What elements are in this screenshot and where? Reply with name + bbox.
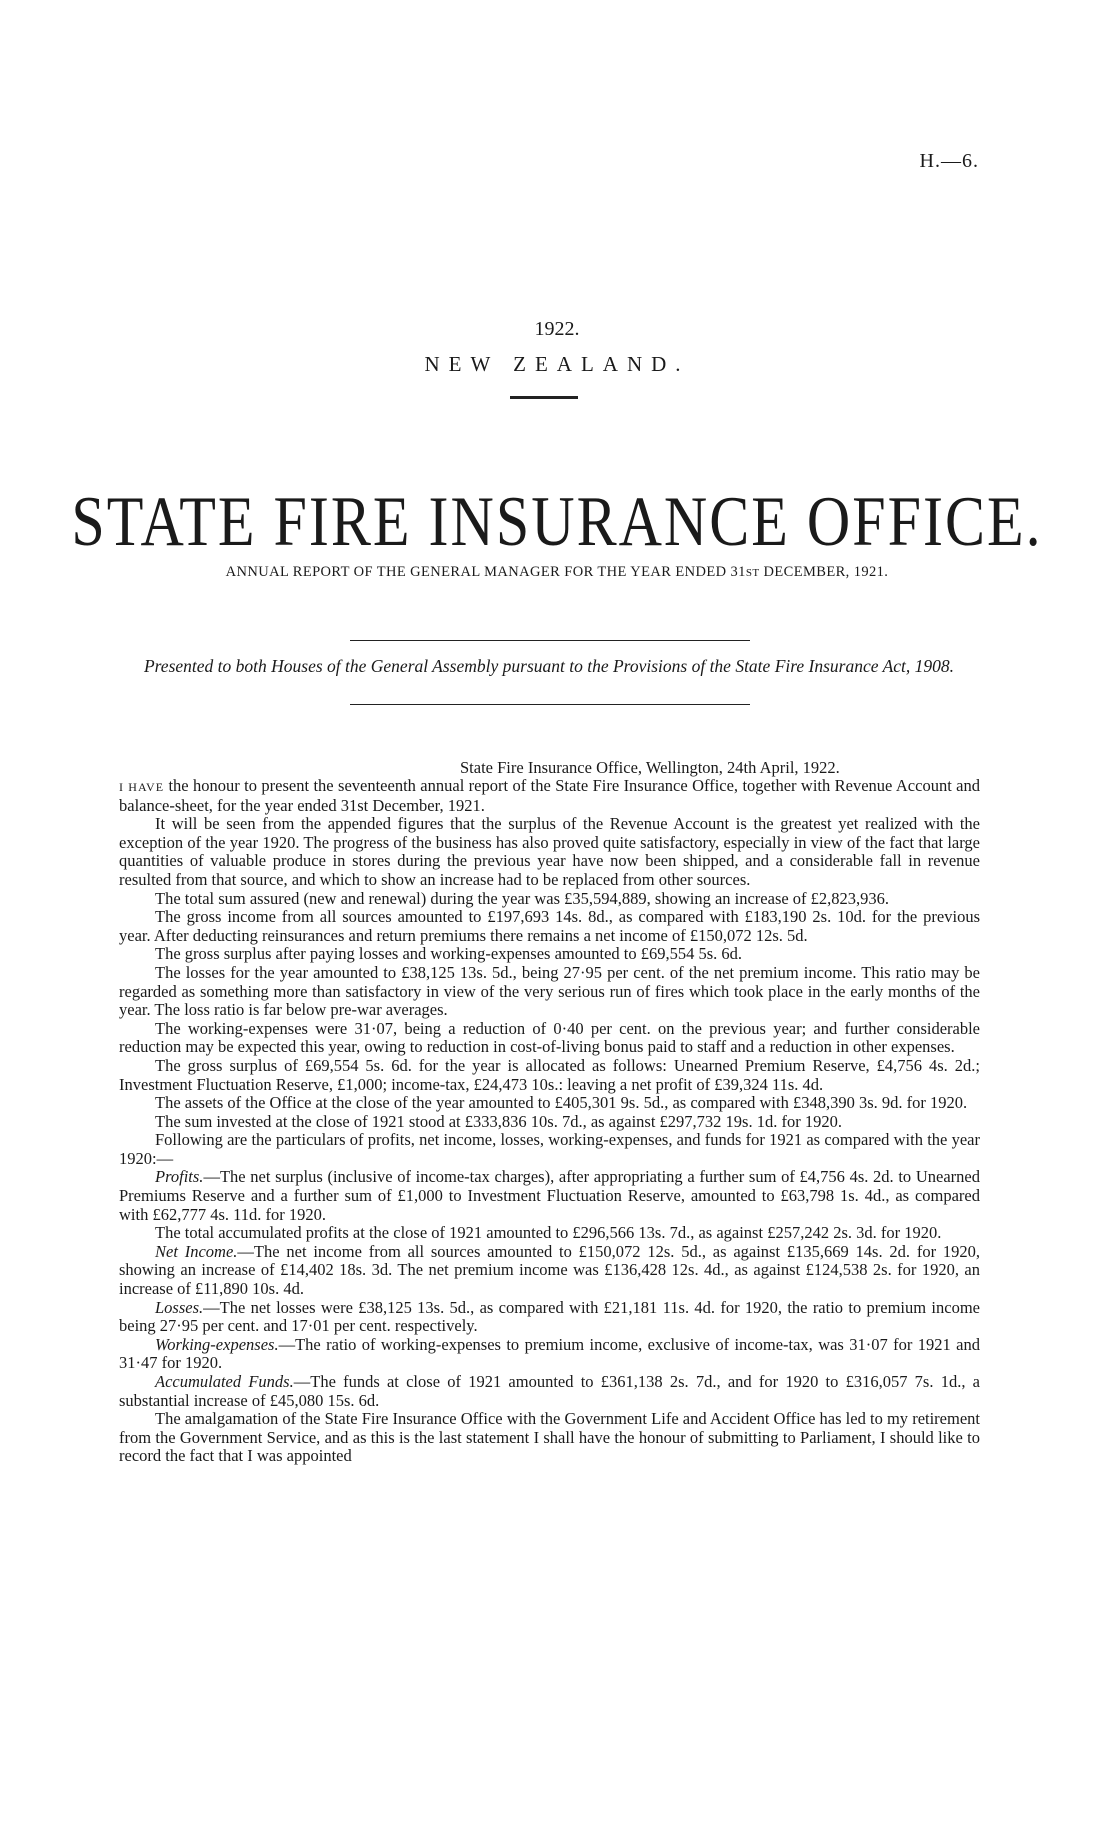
section-heading: Losses. [155,1297,204,1317]
section-heading: Net Income. [155,1241,238,1261]
section-paragraph [119,1243,980,1299]
paragraph: The gross surplus after paying losses and working-expenses amounted to £69,554 5s. 6d. [155,944,743,964]
paragraph: The working-expenses were 31·07, being a reduction of 0·40 per cent. on the previous year; and further considerable reduction may be expected this year, owing to reduction in cost-of-living bonus paid to staff and a reduction in other expenses. [119,1018,980,1057]
letter-dateline: State Fire Insurance Office, Wellington, 24th April, 1922. [460,758,840,777]
country-heading: NEW ZEALAND. [424,352,690,376]
section-text: The total accumulated profits at the close of 1921 amounted to £296,566 13s. 7d., as against £257,242 2s. 3d. for 1920. [155,1223,942,1243]
paragraph: Following are the particulars of profits, net income, losses, working-expenses, and funds for 1921 as compared with the year 1920:— [119,1130,980,1168]
document-subtitle [0,564,1114,581]
section-text: —The net income from all sources amounted to £150,072 12s. 5d., as against £135,669 14s. 2d. for 1920, showing an increase of £14,402 18s. 3d. The net premium income was £136,428 12s. 4d., as against £124,538 2s. for 1920, an increase of £11,890 10s. 4d. [119,1241,980,1299]
section-text: —The funds at close of 1921 amounted to £361,138 2s. 7d., and for 1920 to £316,057 7s. 1d., a substantial increase of £45,080 15s. 6d. [119,1372,980,1410]
section-paragraph [119,1299,980,1336]
opening-caps: I HAVE [119,780,165,794]
paragraph: The gross surplus of £69,554 5s. 6d. for the year is allocated as follows: Unearned Premium Reserve, £4,756 4s. 2d.; Investment Fluctuation Reserve, £1,000; income-tax, £24,473 10s.: leaving a net profit of £39,324 11s. 4d. [119,1055,980,1094]
paragraph: The total sum assured (new and renewal) during the year was £35,594,889, showing an increase of £2,823,936. [155,888,890,908]
divider-rule [350,640,750,641]
paragraph-text: the honour to present the seventeenth annual report of the State Fire Insurance Office, together with Revenue Account and balance-sheet, for the year ended 31st December, 1921. [119,776,980,815]
section-text: —The ratio of working-expenses to premium income, exclusive of income-tax, was 31·07 for 1921 and 31·47 for 1920. [119,1334,980,1373]
report-year: 1922. [534,318,580,340]
section-text: —The net losses were £38,125 13s. 5d., as compared with £21,181 11s. 4d. for 1920, the ratio to premium income being 27·95 per cent. and 17·01 per cent. respectively. [119,1297,980,1336]
document-title: STATE FIRE INSURANCE OFFICE. [71,482,1043,561]
page-reference: H.—6. [919,150,979,172]
section-paragraph [119,1224,980,1243]
paragraph: The losses for the year amounted to £38,125 13s. 5d., being 27·95 per cent. of the net premium income. This ratio may be regarded as something more than satisfactory in view of the very serious run of fires which took place in the early months of the year. The loss ratio is far below pre-war averages. [119,962,980,1020]
report-body [119,777,980,1466]
presentation-note: Presented to both Houses of the General Assembly pursuant to the Provisions of the State Fire Insurance Act, 1908. [143,656,955,676]
paragraph: The assets of the Office at the close of the year amounted to £405,301 9s. 5d., as compared with £348,390 3s. 9d. for 1920. [155,1093,968,1113]
divider-rule [510,396,578,399]
section-paragraph [119,1168,980,1224]
section-heading: Accumulated Funds. [155,1372,294,1391]
paragraph [119,777,980,815]
section-text: —The net surplus (inclusive of income-tax charges), after appropriating a further sum of £4,756 4s. 2d. to Unearned Premiums Reserve and a further sum of £1,000 to Investment Fluctuation Reserve, amounted to £63,798 1s. 4d., as compared with £62,777 4s. 11d. for 1920. [119,1167,980,1224]
subtitle-ordinal: ST [745,567,760,579]
subtitle-end: DECEMBER, 1921. [759,564,889,580]
paragraph: The amalgamation of the State Fire Insurance Office with the Government Life and Accident Office has led to my retirement from the Government Service, and as this is the last statement I shall have the honour of submitting to Parliament, I should like to record the fact that I was appointed [119,1409,980,1466]
section-heading: Profits. [155,1167,204,1187]
paragraph: It will be seen from the appended figures that the surplus of the Revenue Account is the greatest yet realized with the exception of the year 1920. The progress of the business has also proved quite satisfactory, especially in view of the fact that large quantities of valuable produce in stores during the previous year have now been shipped, and a considerable fall in revenue resulted from that source, and which to show an increase had to be replaced from other sources. [119,814,980,889]
section-paragraph [119,1373,980,1410]
paragraph: The gross income from all sources amounted to £197,693 14s. 8d., as compared with £183,190 2s. 10d. for the previous year. After deducting reinsurances and return premiums there remains a net income of £150,072 12s. 5d. [119,907,980,945]
section-paragraph [119,1336,980,1373]
subtitle-main: ANNUAL REPORT OF THE GENERAL MANAGER FOR THE YEAR ENDED 31 [225,564,746,580]
divider-rule [350,704,750,705]
section-heading: Working-expenses. [155,1334,279,1354]
paragraph: The sum invested at the close of 1921 stood at £333,836 10s. 7d., as against £297,732 19s. 1d. for 1920. [155,1111,842,1131]
